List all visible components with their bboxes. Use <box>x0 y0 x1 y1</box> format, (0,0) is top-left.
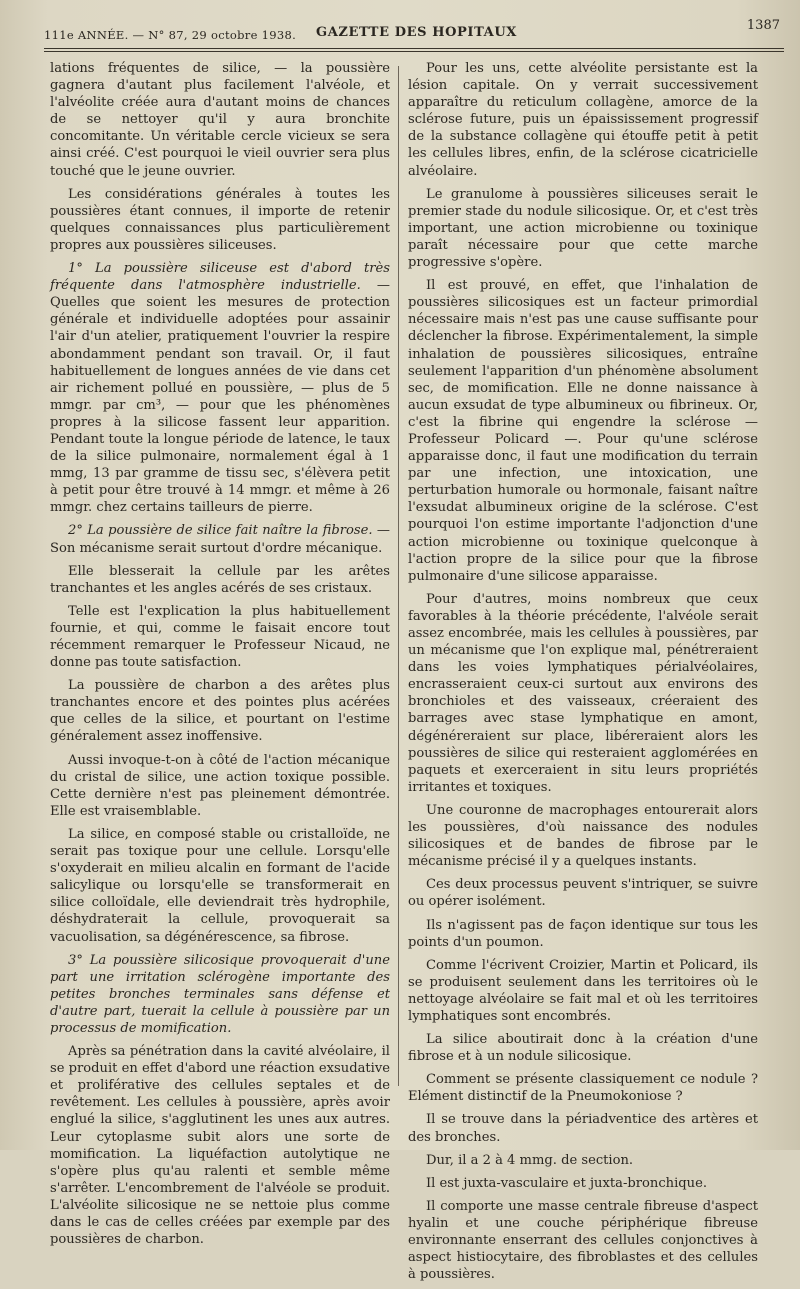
paragraph-text: — Quelles que soient les mesures de protection générale et individuelle adoptées pour assainir l'air d'un atelier, pratiquement l'ouvrier la respire abondamment pendant son travail. Or, il faut habituellement de longues années de vie dans cet air richement pollué en poussière, — plus de 5 mmgr. par cm³, — pour que les phénomènes propres à la silicose fassent leur apparition. Pendant toute la longue période de latence, le taux de la silice pulmonaire, normalement égal à 1 mmg, 13 par gramme de tissu sec, s'élèvera petit à petit pour être trouvé à 14 mmgr. et même à 26 mmgr. chez certains tailleurs de pierre. <box>50 278 390 516</box>
paragraph-text: Après sa pénétration dans la cavité alvéolaire, il se produit en effet d'abord une réaction exsudative et proliférative des cellules septales et de revêtement. Les cellules à poussière, après avoir englué la silice, s'agglutinent les unes aux autres. Leur cytoplasme subit alors une sorte de momification. La liquéfaction autolytique ne s'opère plus qu'au ralenti et semble même s'arrêter. L'encombrement de l'alvéole se produit. L'alvéolite silicosique ne se nettoie plus comme dans le cas de celles créées par exemple par des poussières de charbon. <box>50 1044 390 1248</box>
paragraph <box>50 826 390 946</box>
running-header <box>44 18 780 48</box>
paragraph <box>50 260 390 516</box>
paragraph-text: Ces deux processus peuvent s'intriquer, se suivre ou opérer isolément. <box>408 877 758 910</box>
paragraph <box>408 277 758 585</box>
paragraph-text: Comment se présente classiquement ce nodule ? Elément distinctif de la Pneumokoniose ? <box>408 1072 758 1105</box>
paragraph <box>408 917 758 951</box>
paragraph-text: lations fréquentes de silice, — la poussière gagnera d'autant plus facilement l'alvéole, et l'alvéolite créée aura d'autant moins de chances de se nettoyer qu'il y aura bronchite concomitante. Un véritable cercle vicieux se sera ainsi créé. C'est pourquoi le vieil ouvrier sera plus touché que le jeune ouvrier. <box>50 61 390 179</box>
paragraph <box>408 1175 758 1192</box>
paragraph-text: La silice, en composé stable ou cristalloïde, ne serait pas toxique pour une cellule. Lorsqu'elle s'oxyderait en milieu alcalin en formant de l'acide salicylique ou lorsqu'elle se transformerait en silice colloïdale, elle deviendrait très hydrophile, déshydraterait la cellule, provoquerait sa vacuolisation, sa dégénérescence, sa fibrose. <box>50 826 390 945</box>
paragraph-text: Les considérations générales à toutes les poussières étant connues, il importe de retenir quelques connaissances plus particulièrement propres aux poussières siliceuses. <box>50 186 390 253</box>
page-number: 1387 <box>746 18 780 33</box>
paragraph-text: Il est juxta-vasculaire et juxta-bronchique. <box>426 1175 708 1191</box>
paragraph <box>50 60 390 180</box>
paragraph <box>50 952 390 1037</box>
paragraph-text: La silice aboutirait donc à la création d'une fibrose et à un nodule silicosique. <box>408 1032 758 1065</box>
paragraph <box>50 522 390 556</box>
paragraph-text: Il comporte une masse centrale fibreuse d'aspect hyalin et une couche périphérique fibreuse environnante enserrant des cellules conjonctives à aspect histiocytaire, des fibroblastes et des cellules à poussières. <box>408 1198 758 1283</box>
paragraph-text: Dur, il a 2 à 4 mmg. de section. <box>426 1152 634 1168</box>
paragraph <box>50 603 390 671</box>
column-divider <box>398 66 399 1086</box>
right-column <box>408 60 758 1289</box>
paragraph-lead: 3° La poussière silicosique provoquerait d'une part une irritation sclérogène importante des petites bronches terminales sans défense et d'autre part, tuerait la cellule à poussière par un processus de momification. <box>50 952 390 1036</box>
paragraph <box>408 1152 758 1169</box>
paragraph-text: Comme l'écrivent Croizier, Martin et Policard, ils se produisent seulement dans les territoires où le nettoyage alvéolaire se fait mal et où les territoires lymphatiques sont encombrés. <box>408 957 758 1024</box>
paragraph-lead: 1° La poussière siliceuse est d'abord très fréquente dans l'atmosphère industrielle. <box>50 261 390 294</box>
paragraph-text: Ils n'agissent pas de façon identique sur tous les points d'un poumon. <box>408 917 758 950</box>
paragraph-text: Pour d'autres, moins nombreux que ceux favorables à la théorie précédente, l'alvéole serait assez encombrée, mais les cellules à poussières, par un mécanisme que l'on explique mal, pénétreraient dans les voies lymphatiques périalvéolaires, encrasseraient ceux-ci surtout aux environs des bronchioles et des vaisseaux, créeraient des barrages avec stase lymphatique en amont, dégénéreraient sur place, libéreraient alors les poussières de silice qui resteraient agglomérées en paquets et exerceraient in situ leurs propriétés irritantes et toxiques. <box>408 591 758 795</box>
paragraph-text: Il est prouvé, en effet, que l'inhalation de poussières silicosiques est un facteur primordial nécessaire mais n'est pas une cause suffisante pour déclencher la fibrose. Expérimentalement, la simple inhalation de poussières silicosiques, entraîne seulement l'apparition d'un phénomène absolument sec, de momification. Elle ne donne naissance à aucun exsudat de type albumineux ou fibrineux. Or, c'est la fibrine qui engendre la sclérose — Professeur Policard —. Pour qu'une sclérose apparaisse donc, il faut une modification du terrain par une infection, une intoxication, une perturbation humorale ou hormonale, faisant naître l'exsudat albumineux origine de la sclérose. C'est pourquoi l'on estime importante l'adjonction d'une action microbienne ou toxinique quelconque à l'action propre de la silice pour que la fibrose pulmonaire d'une silicose apparaisse. <box>408 278 758 584</box>
paragraph-text: Il se trouve dans la périadventice des artères et des bronches. <box>408 1112 758 1145</box>
paragraph <box>408 591 758 796</box>
paragraph <box>408 1031 758 1065</box>
paragraph <box>408 1071 758 1105</box>
paragraph-text: — Son mécanisme serait surtout d'ordre mécanique. <box>50 523 390 556</box>
paragraph-text: Pour les uns, cette alvéolite persistante est la lésion capitale. On y verrait successivement apparaître du reticulum collagène, amorce de la sclérose future, puis un épaississement progressif de la substance collagène qui étouffe petit à petit les cellules libres, enfin, de la sclérose cicatricielle alvéolaire. <box>408 61 758 179</box>
paragraph-text: La poussière de charbon a des arêtes plus tranchantes encore et des pointes plus acérées que celles de la silice, et pourtant on l'estime généralement assez inoffensive. <box>50 678 390 745</box>
paragraph-text: Aussi invoque-t-on à côté de l'action mécanique du cristal de silice, une action toxique possible. Cette dernière n'est pas pleinement démontrée. Elle est vraisemblable. <box>50 752 390 819</box>
paragraph-lead: 2° La poussière de silice fait naître la fibrose. <box>68 523 373 539</box>
paragraph <box>408 60 758 180</box>
paragraph-text: Une couronne de macrophages entourerait alors les poussières, d'où naissance des nodules silicosiques et de bandes de fibrose par le mécanisme précisé il y a quelques instants. <box>408 802 758 870</box>
paragraph <box>408 802 758 870</box>
paragraph <box>50 186 390 254</box>
paragraph <box>50 1043 390 1248</box>
issue-info: 111e ANNÉE. — N° 87, 29 octobre 1938. <box>44 28 297 42</box>
paragraph <box>50 677 390 745</box>
paragraph <box>408 1111 758 1145</box>
paragraph <box>408 1198 758 1283</box>
paragraph <box>408 186 758 271</box>
header-rule <box>44 48 784 49</box>
paragraph <box>408 957 758 1025</box>
journal-title: GAZETTE DES HOPITAUX <box>316 25 517 40</box>
paragraph <box>50 752 390 820</box>
left-column <box>50 60 390 1254</box>
paragraph <box>50 563 390 597</box>
paragraph <box>408 876 758 910</box>
paragraph-text: Le granulome à poussières siliceuses serait le premier stade du nodule silicosique. Or, et c'est très important, une action microbienne ou toxinique paraît nécessaire pour que cette marche progressive s'opère. <box>408 186 758 271</box>
paragraph-text: Telle est l'explication la plus habituellement fournie, et qui, comme le faisait encore tout récemment remarquer le Professeur Nicaud, ne donne pas toute satisfaction. <box>50 603 390 671</box>
paragraph-text: Elle blesserait la cellule par les arêtes tranchantes et les angles acérés de ses cristaux. <box>50 563 390 596</box>
header-rule-thin <box>44 51 784 52</box>
